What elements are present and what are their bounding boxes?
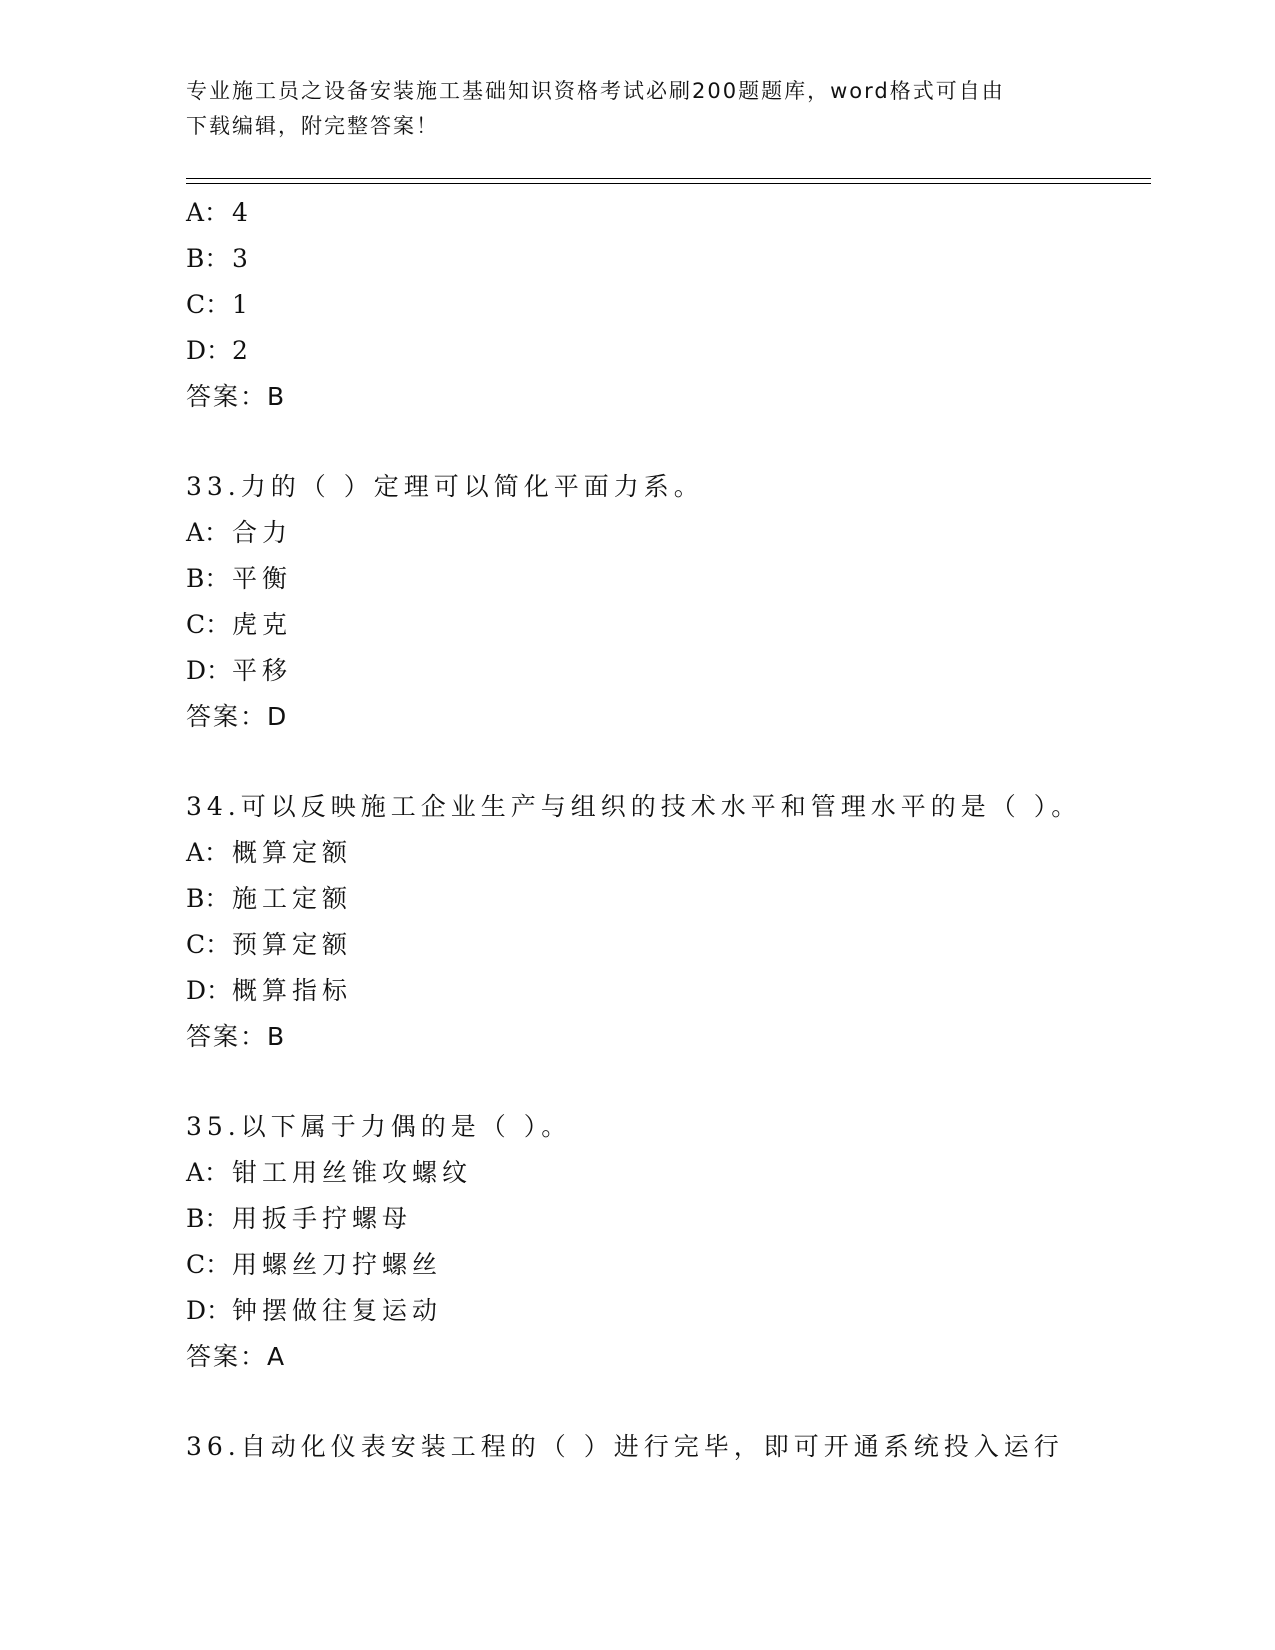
answer-line: 答案：D xyxy=(186,702,289,731)
option-text: 合力 xyxy=(232,518,293,547)
option-letter: A： xyxy=(186,838,230,867)
option-text: 施工定额 xyxy=(232,884,353,913)
option-b xyxy=(186,876,1146,922)
option-text: 4 xyxy=(232,198,253,227)
option-a xyxy=(186,830,1146,876)
option-letter: D： xyxy=(186,976,232,1005)
option-b xyxy=(186,236,1146,282)
option-letter: D： xyxy=(186,336,232,365)
spacer xyxy=(186,420,1146,464)
option-text: 用螺丝刀拧螺丝 xyxy=(232,1250,443,1279)
option-b xyxy=(186,556,1146,602)
option-letter: B： xyxy=(186,1204,230,1233)
option-c xyxy=(186,1242,1146,1288)
option-text: 3 xyxy=(232,244,253,273)
answer-line: 答案：A xyxy=(186,1342,287,1371)
header-line-1: 专业施工员之设备安装施工基础知识资格考试必刷200题题库，word格式可自由 xyxy=(186,79,1005,103)
question-stem: 36.自动化仪表安装工程的（ ）进行完毕，即可开通系统投入运行 xyxy=(186,1432,1064,1461)
question-stem: 34.可以反映施工企业生产与组织的技术水平和管理水平的是（ ）。 xyxy=(186,792,1082,821)
option-a xyxy=(186,1150,1146,1196)
question-block-36 xyxy=(186,1424,1146,1470)
option-text: 虎克 xyxy=(232,610,293,639)
option-c xyxy=(186,602,1146,648)
option-letter: D： xyxy=(186,656,232,685)
option-text: 概算定额 xyxy=(232,838,353,867)
option-d xyxy=(186,328,1146,374)
option-text: 概算指标 xyxy=(232,976,353,1005)
option-letter: A： xyxy=(186,518,230,547)
option-letter: A： xyxy=(186,1158,230,1187)
option-d xyxy=(186,968,1146,1014)
option-letter: C： xyxy=(186,290,231,319)
option-letter: B： xyxy=(186,564,230,593)
question-block-prev xyxy=(186,190,1146,420)
header-divider-top xyxy=(186,178,1151,179)
option-text: 钟摆做往复运动 xyxy=(232,1296,443,1325)
spacer xyxy=(186,1380,1146,1424)
option-c xyxy=(186,922,1146,968)
spacer xyxy=(186,1060,1146,1104)
option-a xyxy=(186,510,1146,556)
option-d xyxy=(186,1288,1146,1334)
question-block-33 xyxy=(186,464,1146,740)
option-d xyxy=(186,648,1146,694)
option-letter: A： xyxy=(186,198,230,227)
answer-line: 答案：B xyxy=(186,382,287,411)
question-block-35 xyxy=(186,1104,1146,1380)
option-b xyxy=(186,1196,1146,1242)
option-letter: D： xyxy=(186,1296,232,1325)
option-text: 1 xyxy=(232,290,253,319)
option-text: 平衡 xyxy=(232,564,293,593)
option-text: 预算定额 xyxy=(232,930,353,959)
option-a xyxy=(186,190,1146,236)
header-line-2: 下载编辑，附完整答案！ xyxy=(186,114,439,138)
option-letter: C： xyxy=(186,610,231,639)
question-stem: 35.以下属于力偶的是（ ）。 xyxy=(186,1112,572,1141)
option-letter: B： xyxy=(186,884,230,913)
option-text: 用扳手拧螺母 xyxy=(232,1204,413,1233)
option-letter: C： xyxy=(186,1250,231,1279)
option-text: 2 xyxy=(232,336,253,365)
option-text: 平移 xyxy=(232,656,293,685)
header-divider-bottom xyxy=(186,183,1151,184)
question-block-34 xyxy=(186,784,1146,1060)
option-text: 钳工用丝锥攻螺纹 xyxy=(232,1158,473,1187)
spacer xyxy=(186,740,1146,784)
option-letter: C： xyxy=(186,930,231,959)
question-stem: 33.力的（ ）定理可以简化平面力系。 xyxy=(186,472,704,501)
option-letter: B： xyxy=(186,244,230,273)
answer-line: 答案：B xyxy=(186,1022,287,1051)
question-list xyxy=(186,190,1146,1470)
document-header xyxy=(186,74,1086,144)
option-c xyxy=(186,282,1146,328)
